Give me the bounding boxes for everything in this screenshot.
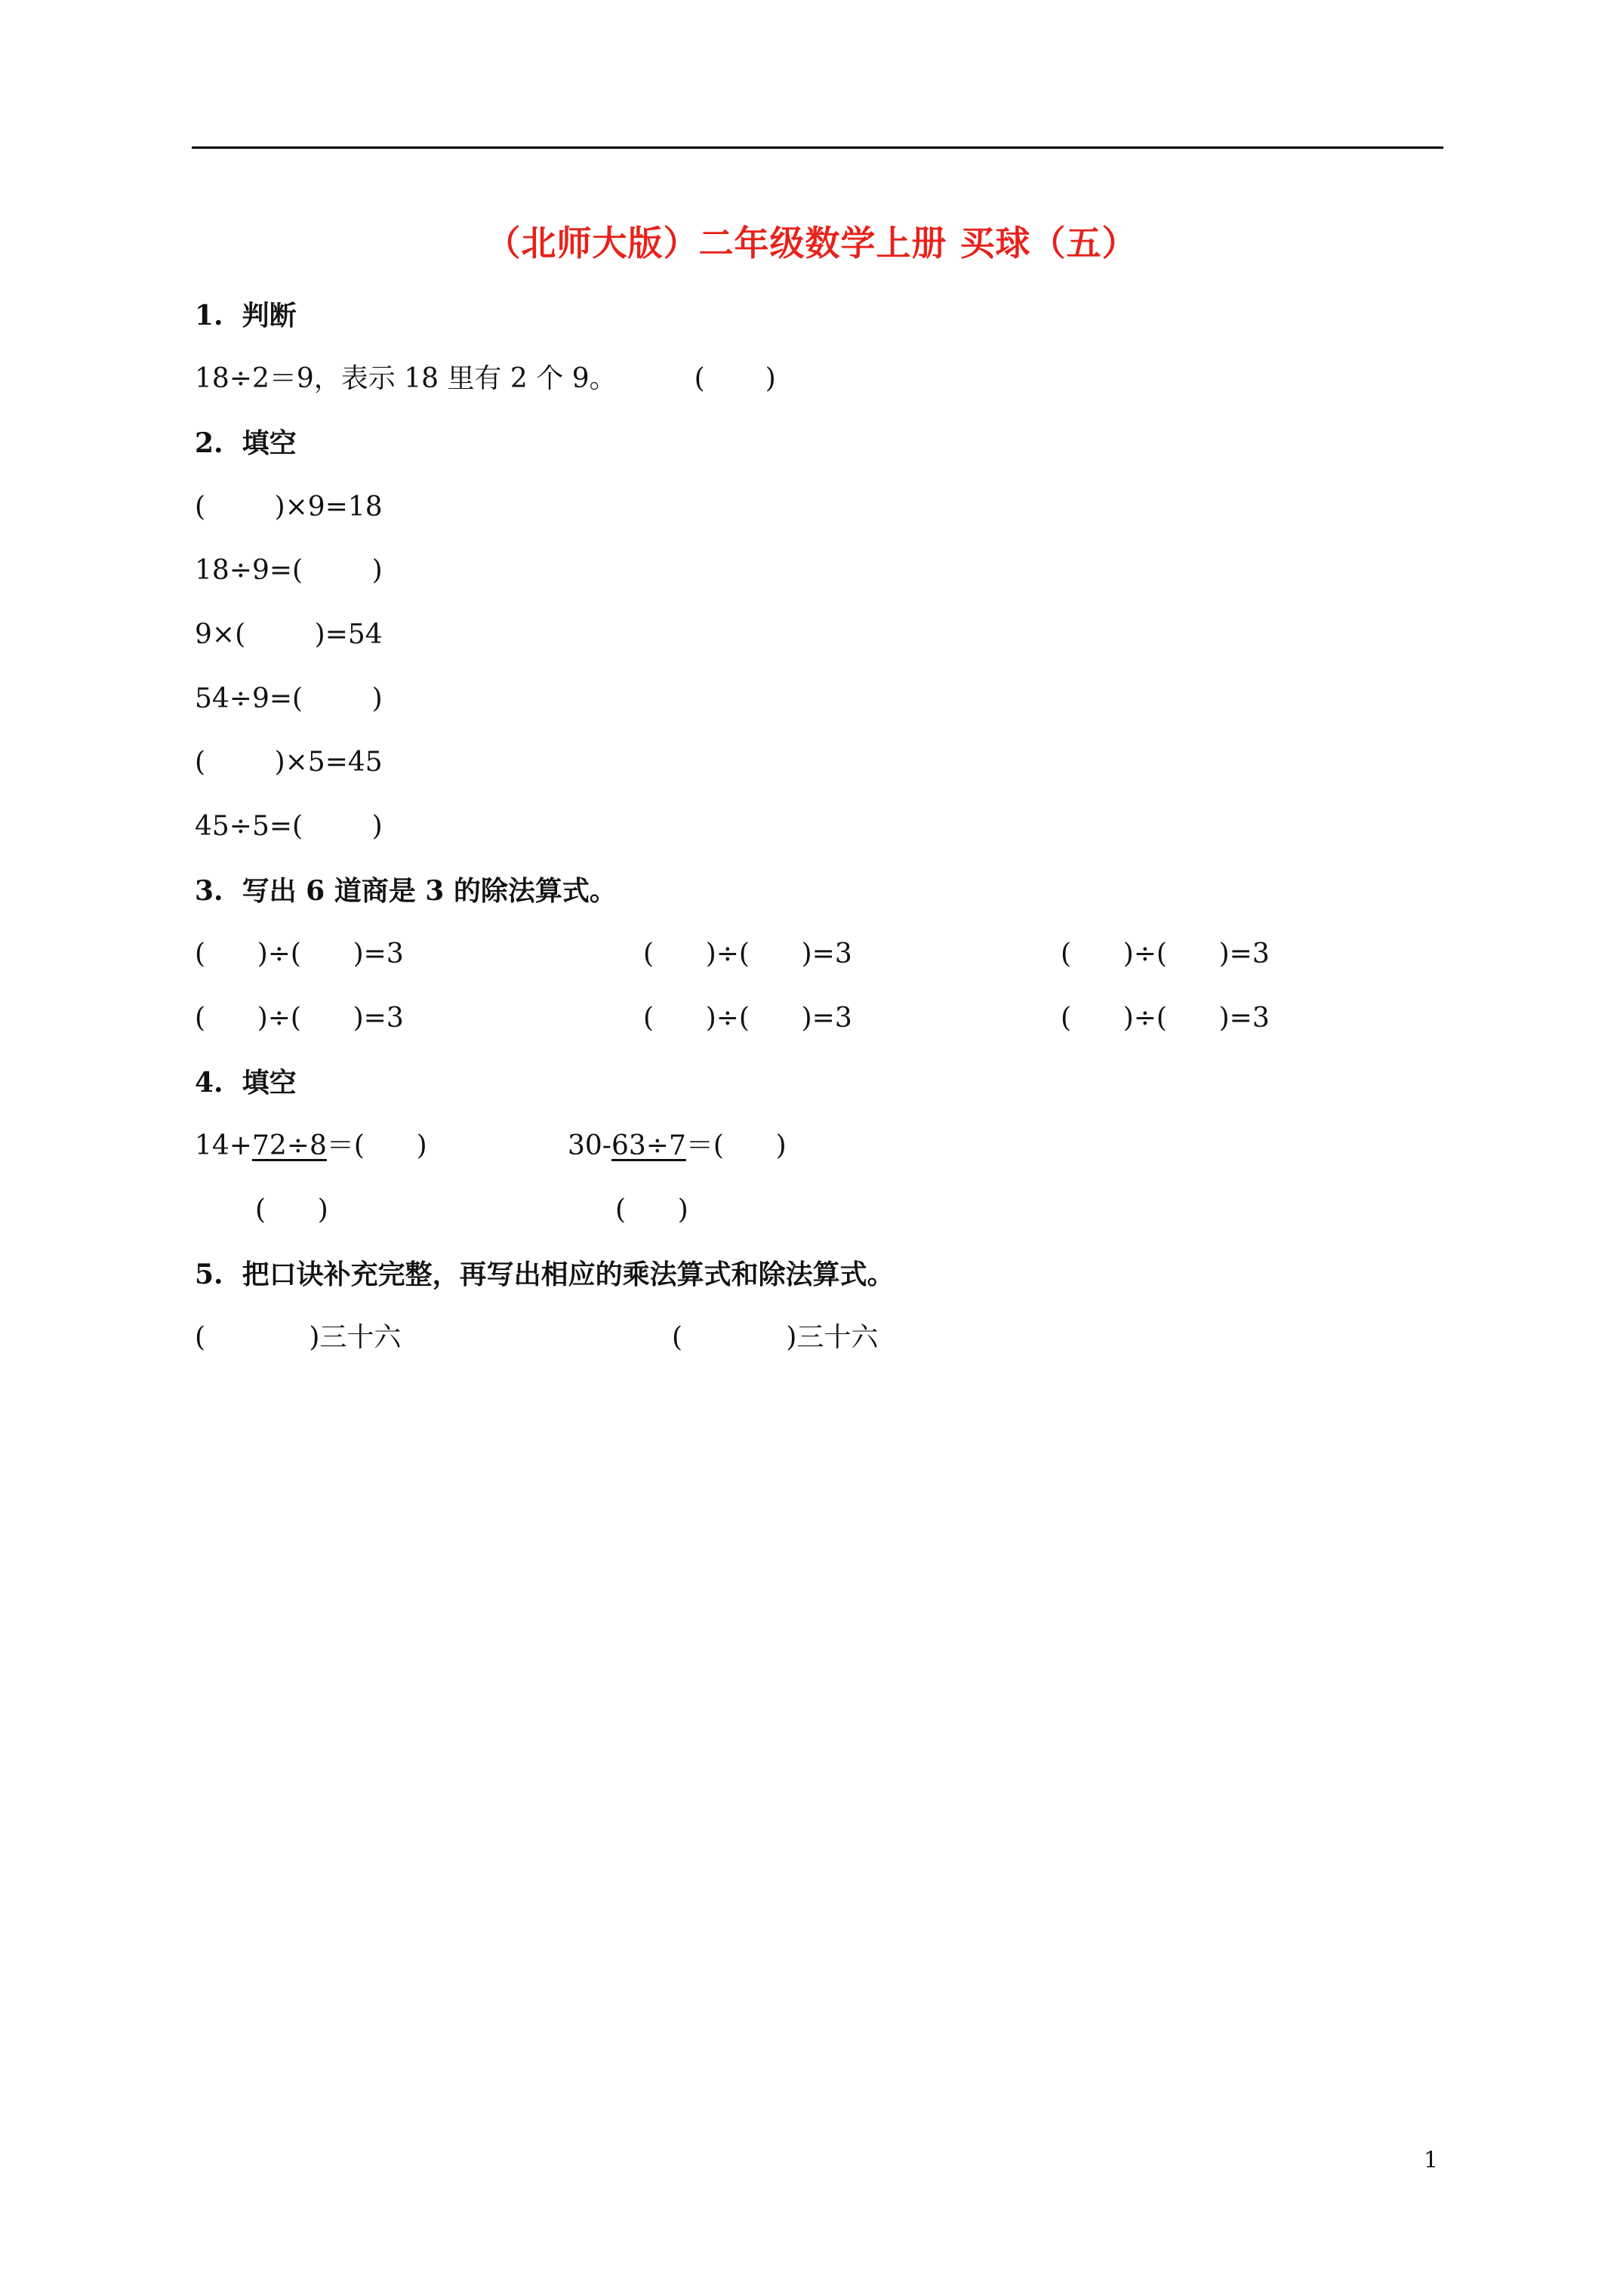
q4-blank-a: ( ) (255, 1194, 328, 1225)
q3-item-3: ( )÷( )=3 (1061, 938, 1270, 969)
q3-item-1: ( )÷( )=3 (195, 938, 404, 969)
q5-item-b: ( )三十六 (672, 1322, 879, 1353)
q4-expression-b (568, 1131, 787, 1161)
q4-b-prefix: 30- (568, 1130, 611, 1161)
q4-heading: 4. 填空 (195, 1067, 297, 1099)
q1-heading: 1. 判断 (195, 300, 297, 331)
q4-a-prefix: 14+ (195, 1130, 252, 1161)
q2-line-5: ( )×5=45 (195, 747, 383, 778)
q4-a-suffix: ＝( ) (326, 1130, 427, 1161)
q3-item-4: ( )÷( )=3 (195, 1003, 404, 1034)
q3-item-5: ( )÷( )=3 (643, 1003, 852, 1034)
q2-line-4: 54÷9=( ) (195, 683, 383, 714)
q2-line-3: 9×( )=54 (195, 619, 383, 650)
q2-line-1: ( )×9=18 (195, 492, 383, 522)
q3-item-6: ( )÷( )=3 (1061, 1003, 1270, 1034)
q3-heading: 3. 写出 6 道商是 3 的除法算式。 (195, 875, 617, 907)
q2-heading: 2. 填空 (195, 427, 297, 459)
q4-blank-b: ( ) (615, 1194, 688, 1225)
header-rule (192, 146, 1443, 149)
q4-b-underlined: 63÷7 (611, 1130, 686, 1161)
page-number: 1 (1424, 2147, 1439, 2174)
q4-expression-a (195, 1131, 427, 1161)
q2-line-2: 18÷9=( ) (195, 555, 383, 586)
q4-b-suffix: ＝( ) (685, 1130, 787, 1161)
q3-item-2: ( )÷( )=3 (643, 938, 852, 969)
q5-item-a: ( )三十六 (195, 1322, 402, 1353)
page-title: （北师大版）二年级数学上册 买球（五） (485, 223, 1138, 264)
q5-heading: 5. 把口诀补充完整，再写出相应的乘法算式和除法算式。 (195, 1259, 895, 1290)
q2-line-6: 45÷5=( ) (195, 811, 383, 842)
q4-a-underlined: 72÷8 (251, 1130, 327, 1161)
q1-statement: 18÷2＝9，表示 18 里有 2 个 9。 ( ) (195, 363, 776, 394)
